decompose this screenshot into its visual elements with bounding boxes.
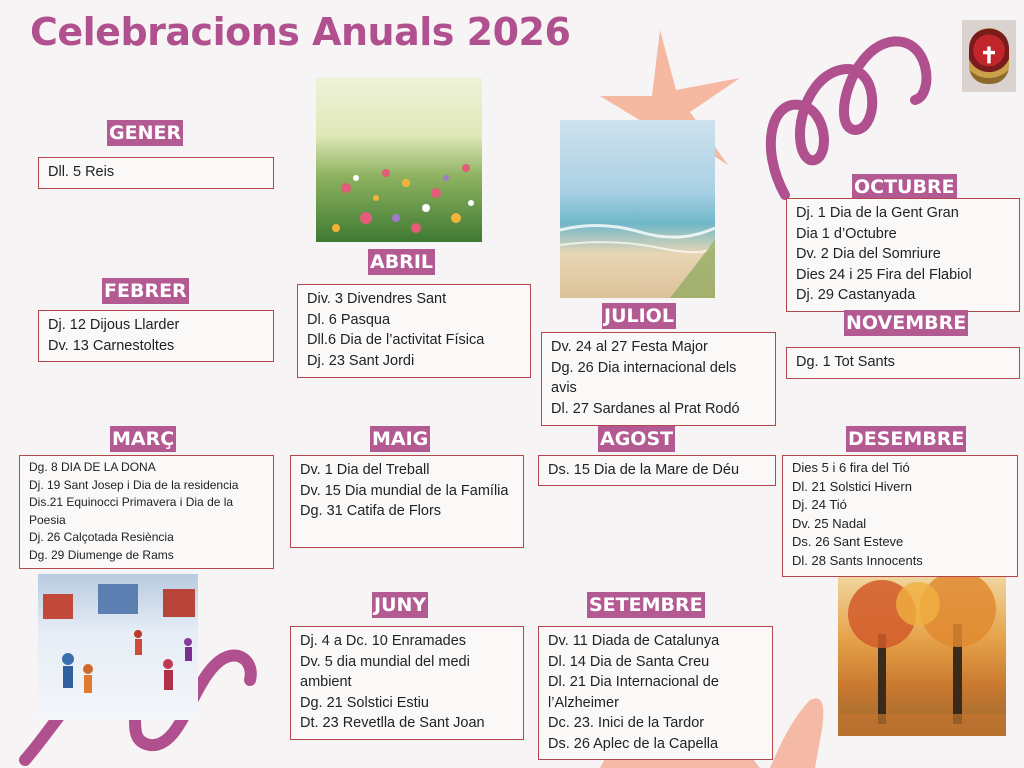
event-item: Dv. 11 Diada de Catalunya — [548, 633, 720, 649]
month-label-agost: AGOST — [600, 428, 674, 450]
event-item: Dj. 23 Sant Jordi — [307, 352, 415, 369]
autumn-trees-image — [838, 574, 1006, 736]
event-item: Dl. 28 Sants Innocents — [792, 552, 923, 568]
event-item: Dia 1 d’Octubre — [796, 225, 897, 242]
events-box-desembre — [782, 455, 1018, 577]
month-label-abril: ABRIL — [370, 251, 433, 273]
month-label-marc: MARÇ — [112, 428, 175, 450]
events-box-febrer — [38, 310, 274, 362]
event-item: Dv. 13 Carnestoltes — [48, 337, 175, 354]
event-item: Dv. 1 Dia del Treball — [300, 462, 430, 478]
events-box-marc — [19, 455, 274, 569]
month-label-novembre: NOVEMBRE — [846, 312, 967, 334]
event-item: Dg. 1 Tot Sants — [796, 354, 895, 370]
event-item: Dv. 5 dia mundial del medi ambient — [300, 653, 470, 690]
event-item: Dl. 21 Solstici Hivern — [792, 478, 912, 494]
event-item: Dv. 24 al 27 Festa Major — [551, 339, 708, 355]
event-item: Div. 3 Divendres Sant — [307, 291, 447, 307]
event-item: Dv. 25 Nadal — [792, 515, 867, 531]
event-item: Dies 24 i 25 Fira del Flabiol — [796, 266, 972, 283]
month-label-juliol: JULIOL — [604, 305, 674, 327]
event-item: Dl. 21 Dia Internacional de l’Alzheimer — [548, 674, 719, 711]
event-item: Dv. 2 Dia del Somriure — [796, 246, 941, 262]
spring-flowers-image — [316, 78, 482, 242]
event-item: Dc. 23. Inici de la Tardor — [548, 715, 705, 731]
winter-kids-image — [38, 574, 198, 720]
events-box-setembre — [538, 626, 773, 760]
event-item: Dies 5 i 6 fira del Tió — [792, 460, 910, 475]
month-label-setembre: SETEMBRE — [589, 594, 703, 616]
events-box-gener — [38, 157, 274, 189]
month-label-juny: JUNY — [374, 594, 427, 616]
month-label-maig: MAIG — [372, 428, 429, 450]
event-item: Dl. 14 Dia de Santa Creu — [548, 653, 710, 670]
event-item: Dj. 12 Dijous Llarder — [48, 317, 180, 333]
event-item: Dj. 4 a Dc. 10 Enramades — [300, 633, 467, 649]
event-item: Dv. 15 Dia mundial de la Família — [300, 482, 509, 499]
page-title: Celebracions Anuals 2026 — [30, 10, 571, 54]
event-item: Ds. 26 Aplec de la Capella — [548, 735, 719, 752]
event-item: Ds. 15 Dia de la Mare de Déu — [548, 462, 740, 478]
events-box-abril — [297, 284, 531, 378]
month-label-gener: GENER — [109, 122, 182, 144]
event-item: Dll.6 Dia de l’activitat Física — [307, 332, 485, 348]
event-item: Dis.21 Equinocci Primavera i Dia de la Poesia — [29, 495, 234, 527]
event-item: Dj. 26 Calçotada Resiència — [29, 530, 174, 544]
month-label-octubre: OCTUBRE — [854, 176, 955, 198]
event-item: Dl. 6 Pasqua — [307, 311, 391, 328]
event-item: Ds. 26 Sant Esteve — [792, 534, 904, 549]
event-item: Dj. 24 Tió — [792, 497, 847, 512]
event-item: Dll. 5 Reis — [48, 164, 115, 180]
events-box-juliol — [541, 332, 776, 426]
spiral-decoration — [771, 41, 927, 195]
peach-stroke-decoration-2 — [770, 698, 823, 768]
event-item: Dt. 23 Revetlla de Sant Joan — [300, 715, 485, 731]
events-box-maig — [290, 455, 524, 548]
event-item: Dg. 31 Catifa de Flors — [300, 503, 442, 519]
events-box-novembre — [786, 347, 1020, 379]
logo — [962, 20, 1016, 92]
events-box-agost — [538, 455, 776, 486]
event-item: Dg. 21 Solstici Estiu — [300, 694, 429, 711]
event-item: Dg. 26 Dia internacional dels avis — [551, 359, 737, 396]
event-item: Dg. 29 Diumenge de Rams — [29, 547, 174, 562]
events-box-juny — [290, 626, 524, 740]
event-item: Dj. 1 Dia de la Gent Gran — [796, 205, 959, 221]
cross-emblem-icon: ✝ — [969, 28, 1009, 84]
events-box-octubre — [786, 198, 1020, 312]
event-item: Dg. 8 DIA DE LA DONA — [29, 460, 156, 474]
beach-image — [560, 120, 715, 298]
month-label-febrer: FEBRER — [104, 280, 187, 302]
event-item: Dl. 27 Sardanes al Prat Rodó — [551, 400, 740, 417]
event-item: Dj. 19 Sant Josep i Dia de la residencia — [29, 477, 239, 492]
event-item: Dj. 29 Castanyada — [796, 287, 916, 303]
month-label-desembre: DESEMBRE — [848, 428, 965, 450]
